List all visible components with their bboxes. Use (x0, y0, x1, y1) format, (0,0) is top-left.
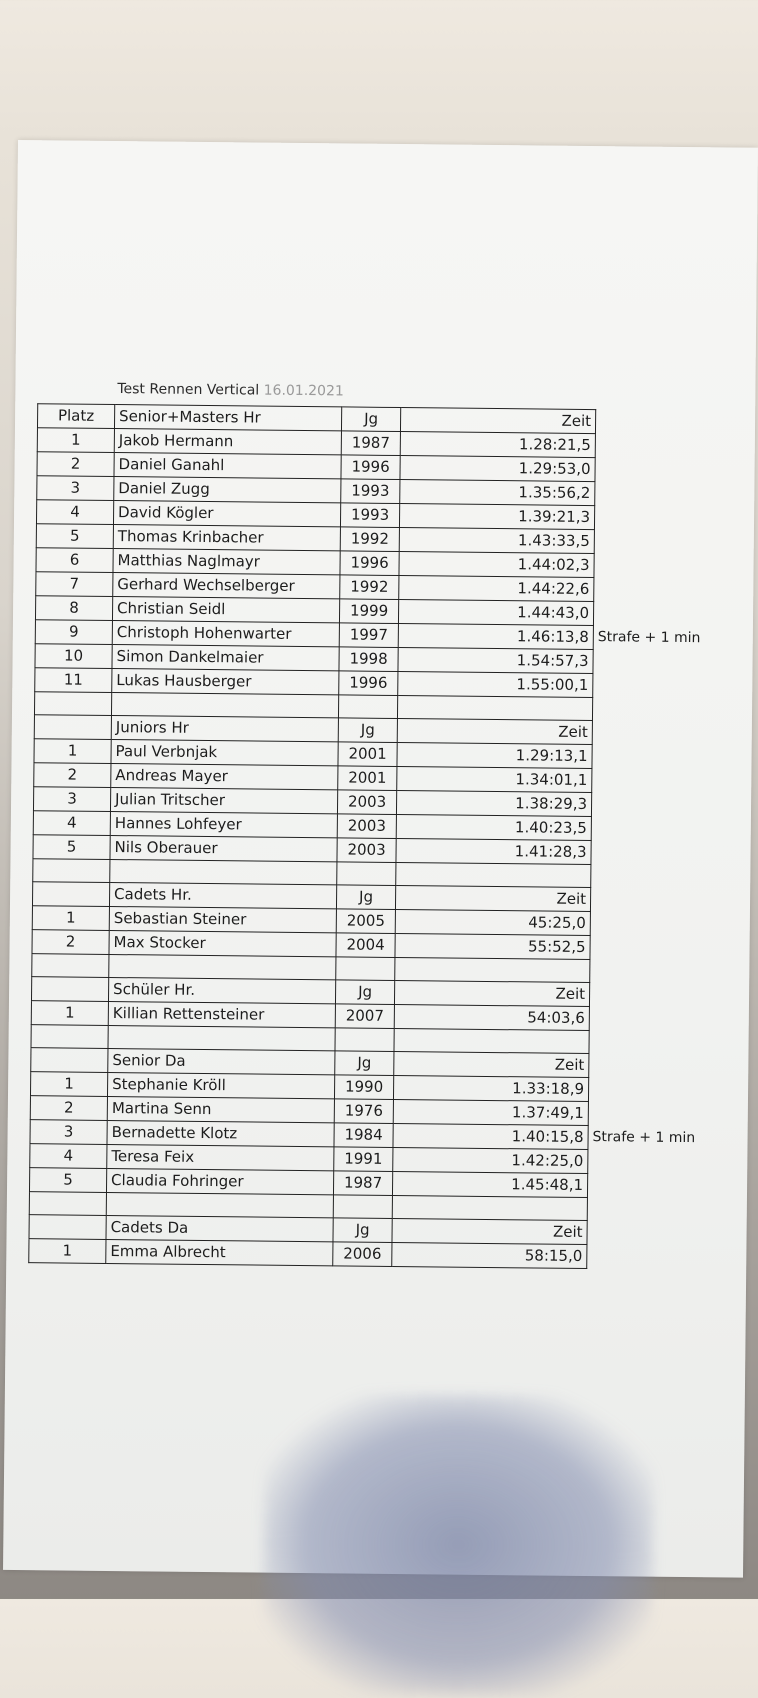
spacer-cell (108, 1025, 335, 1050)
birth-year: 1996 (341, 455, 400, 480)
athlete-name: Julian Tritscher (110, 788, 337, 814)
spacer-cell (29, 1192, 106, 1216)
finish-time: 1.43:33,5 (399, 528, 594, 554)
finish-time: 1.44:22,6 (399, 576, 594, 602)
spacer-cell (394, 1028, 589, 1053)
rank-cell: 2 (30, 1096, 107, 1121)
section-header-platz (32, 882, 109, 907)
penalty-note (595, 458, 724, 483)
rank-cell: 1 (34, 739, 111, 764)
section-header-note (590, 888, 719, 913)
title-date: 16.01.2021 (263, 382, 344, 400)
birth-year: 2003 (337, 838, 396, 863)
section-header-zeit: Zeit (397, 719, 592, 745)
spacer-cell (109, 954, 336, 979)
finish-time: 1.29:13,1 (397, 743, 592, 769)
rank-cell: 11 (35, 668, 112, 693)
spacer-cell (392, 1195, 587, 1220)
spacer-cell (110, 860, 337, 885)
spacer-cell (338, 695, 397, 719)
rank-cell: 1 (31, 1001, 108, 1026)
birth-year: 2001 (338, 742, 397, 767)
section-header-platz (34, 715, 111, 740)
header-platz: Platz (37, 404, 114, 429)
penalty-note (593, 602, 722, 627)
spacer-cell (333, 1195, 392, 1219)
finish-time: 54:03,6 (394, 1004, 589, 1030)
finish-time: 1.38:29,3 (396, 791, 591, 817)
birth-year: 2004 (336, 933, 395, 958)
birth-year: 1996 (340, 551, 399, 576)
section-header-zeit: Zeit (392, 1218, 587, 1244)
spacer-note (590, 960, 719, 984)
section-header-zeit: Zeit (394, 1051, 589, 1077)
athlete-name: Martina Senn (107, 1096, 334, 1122)
penalty-note: Strafe + 1 min (597, 629, 701, 647)
rank-cell: 1 (29, 1239, 106, 1264)
spacer-cell (397, 696, 592, 721)
finish-time: 1.39:21,3 (399, 504, 594, 530)
birth-year: 1996 (339, 671, 398, 696)
birth-year: 2007 (335, 1004, 394, 1029)
rank-cell: 3 (33, 787, 110, 812)
birth-year: 2006 (333, 1242, 392, 1267)
section-category: Senior Da (108, 1048, 335, 1074)
penalty-note (590, 936, 719, 961)
spacer-note (592, 698, 721, 722)
athlete-name: Andreas Mayer (111, 764, 338, 790)
finish-time: 1.44:43,0 (398, 600, 593, 626)
rank-cell: 4 (33, 811, 110, 836)
spacer-cell (106, 1192, 333, 1217)
finish-time: 55:52,5 (395, 933, 590, 959)
finish-time: 1.37:49,1 (393, 1099, 588, 1125)
header-jg: Jg (341, 407, 400, 432)
birth-year: 1984 (334, 1123, 393, 1148)
athlete-name: Daniel Zugg (114, 477, 341, 503)
penalty-note (594, 554, 723, 579)
birth-year: 2003 (337, 790, 396, 815)
penalty-note (588, 1150, 717, 1175)
finish-time: 1.42:25,0 (393, 1147, 588, 1173)
section-category: Juniors Hr (111, 716, 338, 742)
penalty-note (587, 1174, 716, 1199)
spacer-cell (396, 862, 591, 887)
penalty-note: Strafe + 1 min (592, 1129, 696, 1147)
section-header-platz (31, 977, 108, 1002)
athlete-name: Christoph Hohenwarter (112, 621, 339, 647)
spacer-cell (335, 1028, 394, 1052)
penalty-note (594, 578, 723, 603)
athlete-name: Daniel Ganahl (114, 453, 341, 479)
athlete-name: David Kögler (113, 501, 340, 527)
penalty-note (593, 674, 722, 699)
rank-cell: 2 (34, 763, 111, 788)
spacer-cell (337, 862, 396, 886)
birth-year: 1992 (340, 575, 399, 600)
finish-time: 1.54:57,3 (398, 648, 593, 674)
header-zeit: Zeit (400, 408, 595, 434)
spacer-note (589, 1031, 718, 1055)
birth-year: 1987 (333, 1171, 392, 1196)
athlete-name: Matthias Naglmayr (113, 549, 340, 575)
penalty-note (588, 1078, 717, 1103)
section-category: Cadets Hr. (109, 883, 336, 909)
results-table-body (29, 404, 725, 1270)
spacer-cell (395, 957, 590, 982)
athlete-name: Stephanie Kröll (107, 1072, 334, 1098)
penalty-note (595, 434, 724, 459)
athlete-name: Bernadette Klotz (107, 1120, 334, 1146)
birth-year: 1976 (334, 1099, 393, 1124)
finish-time: 1.45:48,1 (392, 1171, 587, 1197)
athlete-name: Claudia Fohringer (106, 1168, 333, 1194)
athlete-name: Lukas Hausberger (112, 669, 339, 695)
section-header-jg: Jg (338, 718, 397, 743)
rank-cell: 6 (36, 548, 113, 573)
rank-cell: 8 (35, 596, 112, 621)
spacer-cell (32, 954, 109, 978)
rank-cell: 2 (32, 930, 109, 955)
document-title (117, 381, 344, 399)
section-header-platz (31, 1048, 108, 1073)
birth-year: 1997 (339, 623, 398, 648)
athlete-name: Nils Oberauer (110, 836, 337, 862)
section-header-jg: Jg (336, 885, 395, 910)
spacer-cell (31, 1025, 108, 1049)
penalty-note (590, 912, 719, 937)
rank-cell: 5 (33, 835, 110, 860)
section-header-platz (29, 1215, 106, 1240)
birth-year: 1993 (340, 503, 399, 528)
section-header-jg: Jg (335, 980, 394, 1005)
birth-year: 1992 (340, 527, 399, 552)
rank-cell: 5 (36, 524, 113, 549)
athlete-name: Gerhard Wechselberger (113, 573, 340, 599)
section-header-jg: Jg (333, 1218, 392, 1243)
penalty-note (593, 650, 722, 675)
section-header-jg: Jg (335, 1051, 394, 1076)
rank-cell: 3 (37, 476, 114, 501)
athlete-name: Simon Dankelmaier (112, 645, 339, 671)
spacer-note (587, 1198, 716, 1222)
rank-cell: 3 (30, 1120, 107, 1145)
penalty-note (591, 817, 720, 842)
rank-cell: 1 (37, 428, 114, 453)
spacer-cell (34, 692, 111, 716)
finish-time: 45:25,0 (395, 909, 590, 935)
rank-cell: 10 (35, 644, 112, 669)
birth-year: 1991 (334, 1147, 393, 1172)
header-note (595, 410, 724, 435)
birth-year: 1998 (339, 647, 398, 672)
penalty-note (592, 769, 721, 794)
section-header-note (589, 983, 718, 1008)
rank-cell: 1 (32, 906, 109, 931)
rank-cell: 9 (35, 620, 112, 645)
penalty-note (595, 482, 724, 507)
athlete-name: Hannes Lohfeyer (110, 812, 337, 838)
section-header-zeit: Zeit (395, 885, 590, 911)
athlete-name: Emma Albrecht (106, 1239, 333, 1265)
spacer-cell (336, 957, 395, 981)
athlete-name: Paul Verbnjak (111, 740, 338, 766)
title-text: Test Rennen Vertical (117, 381, 260, 399)
results-sheet (3, 140, 758, 1578)
penalty-note (594, 506, 723, 531)
finish-time: 1.40:23,5 (396, 815, 591, 841)
penalty-note (587, 1245, 716, 1270)
birth-year: 1993 (341, 479, 400, 504)
rank-cell: 5 (29, 1168, 106, 1193)
athlete-name: Killian Rettensteiner (108, 1001, 335, 1027)
finish-time: 1.28:21,5 (400, 432, 595, 458)
birth-year: 2003 (337, 814, 396, 839)
rank-cell: 4 (36, 500, 113, 525)
finish-time: 1.41:28,3 (396, 838, 591, 864)
birth-year: 1987 (341, 431, 400, 456)
finish-time: 1.40:15,8 (393, 1123, 588, 1149)
section-category: Cadets Da (106, 1215, 333, 1241)
athlete-name: Teresa Feix (107, 1144, 334, 1170)
section-header-note (589, 1054, 718, 1079)
header-category: Senior+Masters Hr (114, 405, 341, 431)
section-header-note (592, 721, 721, 746)
birth-year: 2001 (338, 766, 397, 791)
rank-cell: 4 (30, 1144, 107, 1169)
rank-cell: 1 (30, 1072, 107, 1097)
spacer-cell (33, 859, 110, 883)
birth-year: 2005 (336, 909, 395, 934)
photo-shadow (262, 1393, 655, 1697)
finish-time: 58:15,0 (392, 1242, 587, 1268)
rank-cell: 2 (37, 452, 114, 477)
finish-time: 1.33:18,9 (393, 1075, 588, 1101)
athlete-name: Jakob Hermann (114, 429, 341, 455)
spacer-note (591, 865, 720, 889)
results-table (28, 403, 725, 1270)
athlete-name: Sebastian Steiner (109, 907, 336, 933)
spacer-cell (111, 693, 338, 718)
penalty-note (594, 530, 723, 555)
athlete-name: Christian Seidl (112, 597, 339, 623)
section-category: Schüler Hr. (108, 977, 335, 1003)
penalty-note (591, 841, 720, 866)
finish-time: 1.46:13,8 (398, 624, 593, 650)
penalty-note (588, 1102, 717, 1127)
finish-time: 1.34:01,1 (397, 767, 592, 793)
birth-year: 1990 (334, 1075, 393, 1100)
birth-year: 1999 (339, 599, 398, 624)
athlete-name: Max Stocker (109, 930, 336, 956)
section-header-zeit: Zeit (394, 980, 589, 1006)
athlete-name: Thomas Krinbacher (113, 525, 340, 551)
penalty-note (592, 745, 721, 770)
penalty-note (589, 1007, 718, 1032)
finish-time: 1.35:56,2 (400, 480, 595, 506)
finish-time: 1.55:00,1 (398, 672, 593, 698)
penalty-note (591, 793, 720, 818)
finish-time: 1.29:53,0 (400, 456, 595, 482)
section-header-note (587, 1221, 716, 1246)
rank-cell: 7 (36, 572, 113, 597)
finish-time: 1.44:02,3 (399, 552, 594, 578)
